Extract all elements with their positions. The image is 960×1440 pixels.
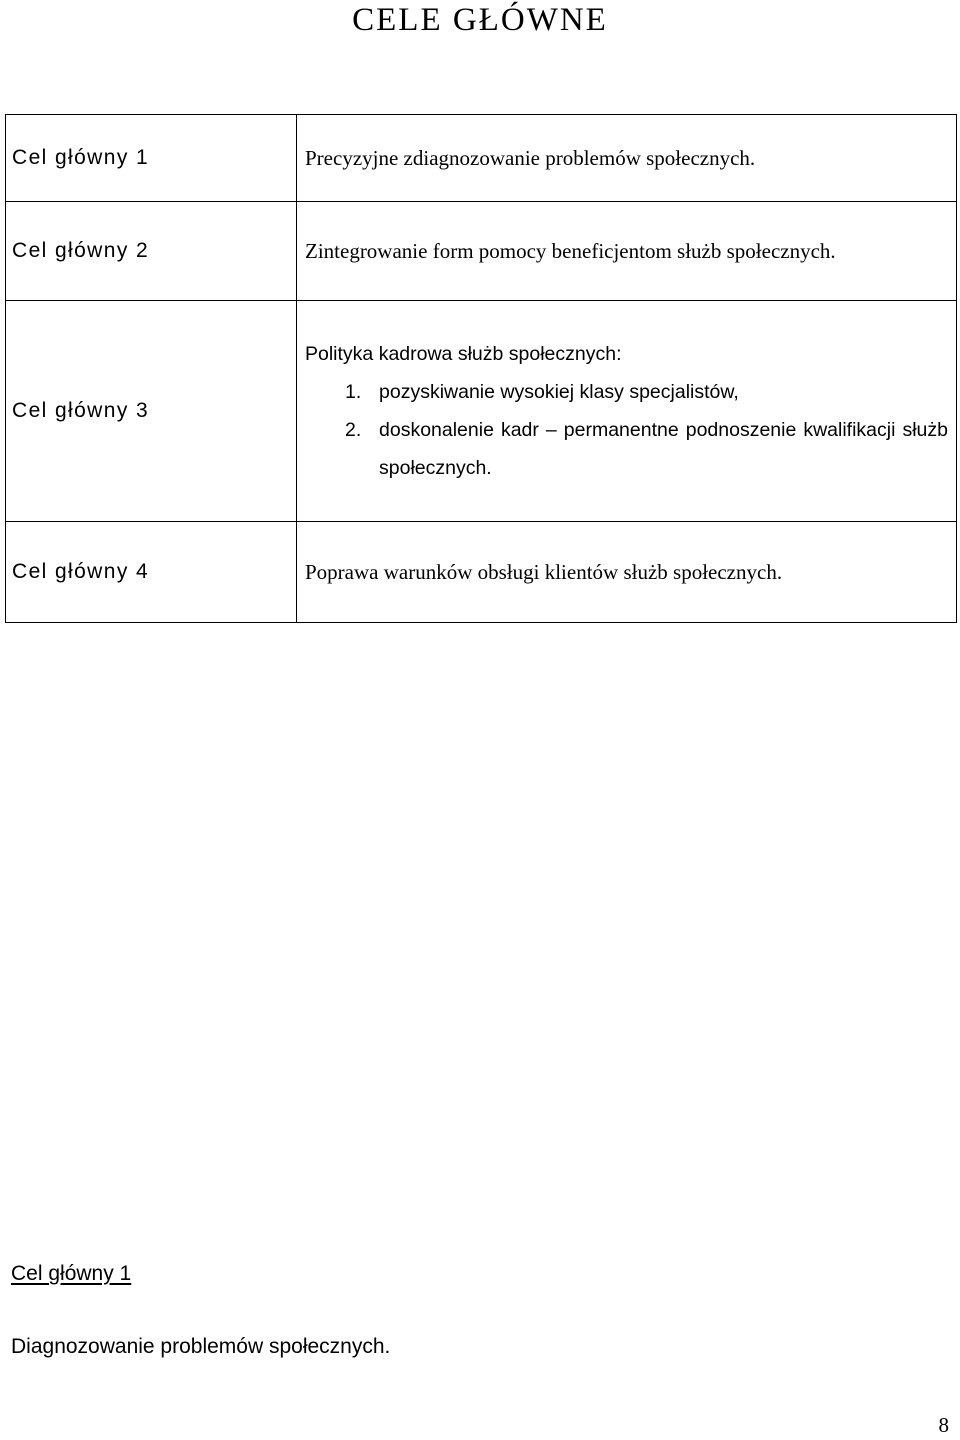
table-row [6,522,957,623]
goal-list [305,373,956,487]
goal-label: Cel główny 4 [6,522,297,623]
table-row [6,202,957,301]
goal-label: Cel główny 1 [6,115,297,202]
list-item-number: 1. [345,381,362,403]
section-text: Diagnozowanie problemów społecznych. [11,1335,391,1358]
goals-table [5,114,957,623]
goal-label: Cel główny 3 [6,301,297,522]
goal-label: Cel główny 2 [6,202,297,301]
table-row [6,301,957,522]
goal-description: Precyzyjne zdiagnozowanie problemów społecznych. [297,115,957,202]
goal-description: Zintegrowanie form pomocy beneficjentom służb społecznych. [297,202,957,301]
page-number: 8 [938,1413,949,1437]
goal-description: Poprawa warunków obsługi klientów służb społecznych. [297,522,957,623]
goal-description [297,301,957,522]
list-item-text: pozyskiwanie wysokiej klasy specjalistów, [379,381,739,403]
list-item-text: doskonalenie kadr – permanentne podnoszenie kwalifikacji służb społecznych. [379,419,948,479]
list-item-number: 2. [345,419,362,441]
list-item [305,411,956,487]
goal-intro: Polityka kadrowa służb społecznych: [305,343,622,365]
table-row [6,115,957,202]
page-title: CELE GŁÓWNE [352,2,608,38]
section-heading: Cel główny 1 [11,1262,132,1285]
list-item [305,373,956,411]
